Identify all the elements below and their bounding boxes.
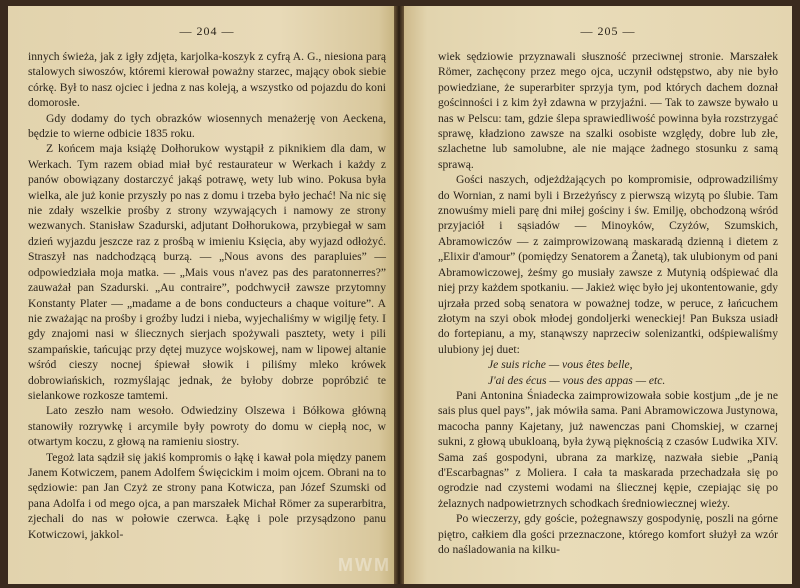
paragraph: Tegoż lata sądził się jakiś kompromis o łąkę i kawał pola między panem Janem Kotwiczem, panem Adolfem Święcickim i moim ojcem. Obrani na to sędziowie: pan Jan Czyż ze strony pana Kotwicza, pan Józef Szumski od pana Adolfa i od mego ojca, a pan marszałek Michał Römer za superarbitra, zjechali do nas w połowie czerwca. Łąkę i pole przysądzono panu Kotwiczowi, jakkol- xyxy=(28,450,386,541)
paragraph: Je suis riche — vous êtes belle, xyxy=(488,358,633,372)
paragraph: Po wieczerzy, gdy goście, pożegnawszy gospodynię, poszli na górne piętro, całkiem dla gości przeznaczone, którego komfort służył za wzór do naśladowania na kilku- xyxy=(438,512,778,556)
paragraph: J'ai des écus — vous des appas — etc. xyxy=(488,373,666,387)
paragraph: wiek sędziowie przyznawali słuszność przeciwnej stronie. Marszałek Römer, zachęcony przez mego ojca, uczynił odstępstwo, aby nie było powiedziane, że superarbiter sprzyja tym, pod których dachem doznał gościnności i z kim żył zdawna w przyjaźni. — Tak to zawsze bywało u nas w Pelscu: tam, gdzie ślepa sprawiedliwość powinna była rozstrzygać sprawę, kładziono zawsze na szalki osobiste względy, dobre lub złe, szlachetne lub samolubne, ale nie mające żadnego stosunku z samą sprawą. xyxy=(438,50,778,171)
right-page xyxy=(404,6,792,584)
left-page-text xyxy=(28,49,386,542)
paragraph: innych świeża, jak z igły zdjęta, karjolka-koszyk z cyfrą A. G., niesiona parą stalowych siwoszów, któremi kierował poważny starzec, mający obok siebie córkę. Był to nasz ojciec i jedna z nas koleją, a wszystko od pojazdu do koni domorosłe. xyxy=(28,50,386,110)
page-number-right: — 205 — xyxy=(580,24,636,38)
page-number-left: — 204 — xyxy=(179,24,235,38)
paragraph: Z końcem maja książę Dołhorukow wystąpił z piknikiem dla dam, w Werkach. Tym razem obiad miał być restaurateur w Werkach i każdy z panów obowiązany dostarczyć jakąś potrawę, wety lub wino. Pokusa była wielka, ale już konie przyszły po nas z domu i trzeba było jechać! Na nic się nie zdały wszelkie prośby z strony wzywających i namowy ze strony wezwanych. Stanisław Szadurski, adjutant Dołhorukowa, przybiegał w sam dzień wyjazdu jeszcze raz z prośbą w imieniu Księcia, aby wyjazd odłożyć. Straszył nas nadchodzącą burzą. — „Nous avons des parapluies” — odpowiedziała moja matka. — „Mais vous n'avez pas des paratonnerres?” zauważał pan Szadurski. „Au contraire”, podchwycił zawsze przytomny Konstanty Plater — „madame a de bons conducteurs a chaque voiture”. A nie zważając na prośby i groźby ludzi i nieba, wyjechaliśmy w wigilję fety. I gdy znajomi nasi w śliecznych sierjach spożywali pasztety, wety i pili szampańskie, tańcując przy dętej muzyce wojskowej, nam w lipowej altanie wśród cieszy nocnej śpiewał słowik i piliśmy mleko krówek dobrowiańskich, rozmyślając jednak, że byłoby dobrze popróbzić te sielankowe rozkosze tamtemi. xyxy=(28,142,386,402)
right-page-text xyxy=(438,49,778,557)
paragraph: Gdy dodamy do tych obrazków wiosennych menażerję von Aeckena, będzie to wierne odbicie 1835 roku. xyxy=(28,111,386,141)
watermark: MWM xyxy=(338,555,391,575)
paragraph: Gości naszych, odjeżdżających po kompromisie, odprowadziliśmy do Wornian, z nami byli i Brzeżyńscy z pierwszą wizytą po ślubie. Tam znowuśmy mieli parę dni miłej gościny i św. Emilję, obchodzoną wśród przyjaciół i sąsiadów — Minoyków, Czyżów, Szumskich, Abramowiczów — z zaimprowizowaną maskaradą dzienną i dietem z „Elixir d'amour” (pomiędzy Senatorem a Żanetą), tak ulubionym od pani Abramowiczowej, żeśmy go musiały zawsze z Mutynią odśpiewać dla niej przy każdem spotkaniu. — Jakież więc było jej ukontentowanie, gdy ujrzała przed sobą senatora w poważnej todze, w peruce, z łańcuchem złotym na szyi obok młodej gondoljerki weneckiej! Pan Buksza usiadł do fortepianu, a my, stanąwszy naprzeciw solenizantki, odśpiewaliśmy ulubiony jej duet: xyxy=(438,173,778,356)
left-page xyxy=(8,6,394,584)
book-gutter xyxy=(394,6,404,584)
paragraph: Pani Antonina Śniadecka zaimprowizowała sobie kostjum „de je ne sais plus quel pays”, jak mówiła sama. Pani Abramowiczowa Justynowa, macocha panny Kajetany, już nawenczas pani Chomskiej, w czarnej sukni, z głową ubukloaną, była żywą pięknością z czasów Ludwika XIV. Sama zaś gospodyni, ubrana za markizę, nazwała siebie „Panią d'Escarbagnas” z Moliera. I cała ta maskarada przechadzała się po ogrodzie nad czystemi wodami na śliecznej kępie, czepiając się po żelaznych nadpowietrznych schodkach średniowiecznej wieży. xyxy=(438,388,778,510)
paragraph: Lato zeszło nam wesoło. Odwiedziny Olszewa i Bółkowa główną stanowiły rozrywkę i arcymile były powroty do domu w ciepłą noc, w otwartym koczu, z głową na ramieniu siostry. xyxy=(28,404,386,449)
